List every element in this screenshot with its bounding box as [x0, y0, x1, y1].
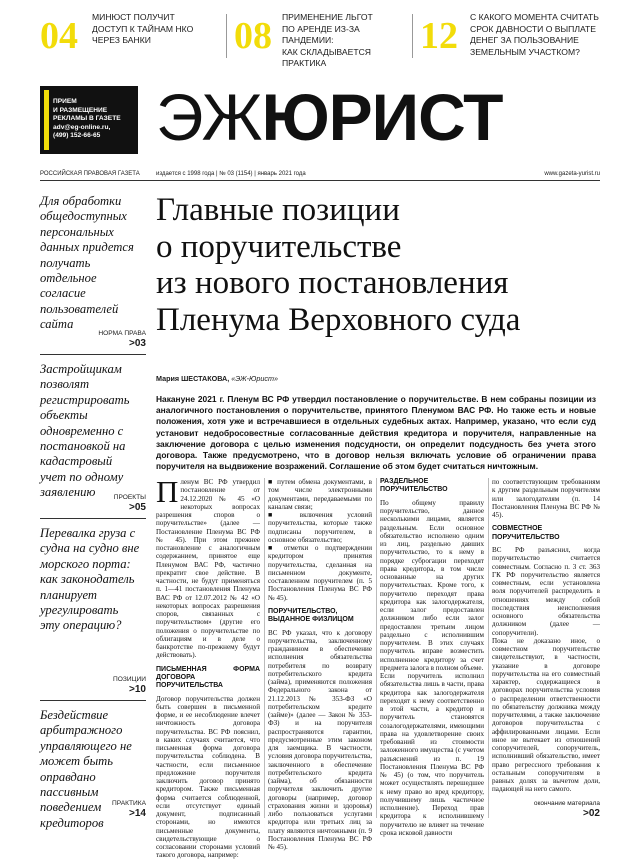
sidebar-divider: [40, 518, 146, 519]
sidebar-section-label: ПРАКТИКА: [112, 800, 146, 807]
headline-line: Главные позиции: [156, 192, 400, 228]
column-divider: [488, 478, 489, 818]
ad-text: [53, 98, 121, 141]
teaser-line: ПРИМЕНЕНИЕ ЛЬГОТ: [282, 12, 373, 22]
sidebar-page-link[interactable]: >03: [129, 338, 146, 349]
continued-note: окончание материала: [533, 800, 600, 807]
teaser-page-number: 04: [40, 15, 78, 57]
teaser-line: ЧЕРЕЗ БАНКИ: [92, 35, 151, 45]
teaser-line: С КАКОГО МОМЕНТА СЧИТАТЬ: [470, 12, 599, 22]
sidebar-section-label: НОРМА ПРАВА: [98, 330, 146, 337]
teaser-page-number: 12: [420, 15, 458, 57]
article-headline: [156, 192, 596, 338]
article-paragraph: Пока не доказано иное, о совместном поручительстве свидетельствуют, в частности, указание в договоре поручительства на его совместный характер, содержащиеся в договорах поручительства условия о распределении ответственности по обязательству должника между поручителями, а также заключение договоров поручительства с аффилированными лицами. Если иное не вытекает из отношений сопоручителей, сопоручитель, исполнивший обязательство, имеет право регрессного требования к остальным сопоручителям в равных долях за вычетом доли, падающей на него самого.: [492, 636, 600, 794]
column-divider: [264, 478, 265, 818]
sidebar-section-label: ПОЗИЦИИ: [113, 676, 146, 683]
continued-page-link[interactable]: >02: [583, 808, 600, 819]
article-subheading: ПИСЬМЕННАЯ ФОРМА ДОГОВОРА ПОРУЧИТЕЛЬСТВА: [156, 665, 260, 690]
ad-line: И РАЗМЕЩЕНИЕ: [53, 106, 108, 114]
sidebar-divider: [40, 354, 146, 355]
teaser-line: ПО АРЕНДЕ ИЗ-ЗА ПАНДЕМИИ:: [282, 23, 360, 45]
sidebar-teaser-question[interactable]: Бездействие арбитражного управляющего не может быть оправдано пассивным поведением кредиторов: [40, 708, 132, 830]
ad-phone: (499) 152-66-65: [53, 132, 101, 140]
strip-website-link[interactable]: www.gazeta-yurist.ru: [544, 171, 600, 177]
sidebar-page-link[interactable]: >05: [129, 502, 146, 513]
logo-part-yurist: ЮРИСТ: [261, 80, 503, 154]
sidebar-section-label: ПРОЕКТЫ: [113, 494, 146, 501]
article-subheading: ПОРУЧИТЕЛЬСТВО, ВЫДАННОЕ ФИЗЛИЦОМ: [268, 607, 354, 624]
article-bullet: ■ путем обмена документами, в том числе электронными документами, передаваемыми по каналам связи;: [268, 478, 372, 511]
article-column-4: [492, 478, 600, 794]
teaser-line: ДЕНЕГ ЗА ПОЛЬЗОВАНИЕ: [470, 35, 579, 45]
article-subheading: СОВМЕСТНОЕ ПОРУЧИТЕЛЬСТВО: [492, 525, 560, 541]
sidebar-teaser-question[interactable]: Для обработки общедоступных персональных данных придется получать отдельное согласие пользователей сайта: [40, 194, 134, 332]
teaser-line: ПРАКТИКА: [282, 58, 327, 68]
ad-box[interactable]: [40, 86, 138, 154]
masthead-logo: [156, 78, 502, 156]
teaser-line: ДОСТУП К ТАЙНАМ НКО: [92, 23, 194, 34]
masthead-strip: [40, 168, 600, 181]
article-paragraph: По общему правилу поручительство, данное несколькими лицами, является раздельным. Если основное обязательство исполнено одним из лиц, раздельно давших поручительство, то к нему в порядке суброгации переходят права кредитора, в том числе основанные на других поручительствах. Кроме того, к поручителю переходят права кредитора как залогодержателя, если залог предоставлен должником либо если залог предоставлен третьим лицом раздельно с исполнившим поручителем. В этих случаях поручитель вправе возместить исполненное кредитору за счет предмета залога в полном объеме.: [380, 498, 484, 672]
article-paragraph: ВС РФ разъяснил, когда поручительство считается совместным. Согласно п. 3 ст. 363 ГК РФ поручительство является совместным, если установлена воля поручителей распределить в отношениях между собой последствия неисполнения основного обязательства должником (далее — сопоручители).: [492, 546, 600, 637]
drop-cap: П: [156, 474, 179, 509]
article-paragraph: ленум ВС РФ утвердил постановление от 24.12.2020 № 45 «О некоторых вопросах разрешения споров о поручительстве» (далее — Постановление Пленума ВС РФ № 45). При этом прежнее постановление с аналогичным содержанием, принятое еще Пленумом ВАС РФ, частично прекратит свое действие. В частности, не будут применяться п. 1—41 постановления Пленума ВАС РФ от 12.07.2012 № 42 «О некоторых вопросах разрешения споров, связанных с поручительством» (другие его положения о поручительстве по облигациям и в деле о банкротстве по-прежнему будут действовать).: [156, 478, 260, 660]
teaser-line: СРОК ДАВНОСТИ О ВЫПЛАТЕ: [470, 23, 597, 34]
article-column-3: [380, 478, 484, 837]
teaser-line: ЗЕМЕЛЬНЫМ УЧАСТКОМ?: [470, 46, 580, 57]
article-column-1: [156, 474, 260, 860]
article-byline: [156, 374, 278, 383]
ad-line: ПРИЕМ: [53, 98, 77, 105]
sidebar-page-link[interactable]: >10: [129, 684, 146, 695]
headline-line: Пленума Верховного суда: [156, 301, 521, 338]
sidebar-divider: [40, 700, 146, 701]
sidebar-teaser-question[interactable]: Застройщикам позволят регистрировать объекты одновременно с постановкой на кадастровый учет по одному заявлению: [40, 362, 130, 500]
teaser-line: КАК СКЛАДЫВАЕТСЯ: [282, 46, 372, 57]
ad-accent-bar: [44, 90, 49, 150]
teaser-text[interactable]: [282, 12, 412, 70]
teaser-line: МИНЮСТ ПОЛУЧИТ: [92, 12, 175, 22]
strip-issue-info: издается с 1998 года | № 03 (1154) | январь 2021 года: [156, 171, 306, 177]
sidebar-teaser-question[interactable]: Перевалка груза с судна на судно вне морского порта: как законодатель планирует урегулировать эту операцию?: [40, 526, 140, 633]
author-org: «ЭЖ-Юрист»: [231, 374, 278, 383]
teaser-text[interactable]: [470, 12, 605, 58]
column-divider: [376, 478, 377, 818]
teaser-page-number: 08: [234, 15, 272, 57]
teaser-divider: [226, 14, 227, 58]
article-bullet: ■ включения условий поручительства, которые также подписаны поручителем, в основное обязательство;: [268, 511, 372, 544]
article-bullet: ■ отметки о подтверждении кредитором принятия поручительства, сделанная на письменном документе, составленном поручителем (п. 5 Постановления Пленума ВС РФ № 45).: [268, 544, 372, 602]
article-paragraph: Если поручитель исполнил обязательства лишь в части, права кредитора как залогодержателя переходят к нему соответственно в этой части, а кредитор и поручитель становятся созалогодержателями, имеющими права на удовлетворение своих требований из стоимости заложенного имущества (с учетом разъяснений из п. 19 Постановления Пленума ВС РФ № 45) (о том, что поручитель может осуществлять перешедшее к нему право во вред кредитору, получившему лишь частичное исполнение). Переход прав кредитора к исполнившему поручителю не влияет на течение срока исковой давности: [380, 672, 484, 837]
article-lead: Накануне 2021 г. Пленум ВС РФ утвердил постановление о поручительстве. В нем собраны позиции из аналогичного постановления о поручительстве, принятого Пленумом ВАС РФ. Но также есть и новые положения, хотя уже и встречавшиеся в отдельных судебных актах. Например, указано, что если суд установит недобросовестные согласованные действия кредитора и поручителя, направленные на заключение договора с целью изменения подсудности, он определит подсудность без учета этого договора. Также предусмотрено, что в договор нельзя включать условие об ограничении права поручителя на выдвижение возражений. Соглашение об этом будет считаться ничтожным.: [156, 394, 596, 472]
article-paragraph: по соответствующим требованиям к другим раздельным поручителям или залогодателям (п. 14 Постановления Пленума ВС РФ № 45).: [492, 478, 600, 519]
article-subheading: РАЗДЕЛЬНОЕ ПОРУЧИТЕЛЬСТВО: [380, 478, 448, 494]
logo-part-ezh: ЭЖ: [156, 80, 262, 154]
author-name: Мария ШЕСТАКОВА,: [156, 374, 230, 383]
headline-line: о поручительстве: [156, 228, 402, 265]
headline-line: из нового постановления: [156, 265, 509, 301]
strip-tagline: РОССИЙСКАЯ ПРАВОВАЯ ГАЗЕТА: [40, 171, 140, 177]
ad-email: adv@eg-online.ru,: [53, 123, 111, 131]
article-paragraph: ВС РФ указал, что к договору поручительства, заключенному гражданином в обеспечение исполнения обязательства потребителя по возврату потребительского кредита (займа), применяются положения Федерального закона от 21.12.2013 № 353-ФЗ «О потребительском кредите (займе)» (далее — Закон № 353-ФЗ) и на поручителя распространяются гарантии, предусмотренные этим законом для заемщика. В частности, условия договора поручительства, заключенного в обеспечение потребительского кредита (займа), об обязанности поручителя заключить другие договоры (например, договор страхования жизни и здоровья) либо пользоваться услугами кредитора или третьих лиц за плату являются ничтожными (п. 9 Постановления Пленума ВС РФ № 45).: [268, 628, 372, 852]
teaser-text[interactable]: [92, 12, 222, 47]
article-paragraph: Договор поручительства должен быть совершен в письменной форме, и ее несоблюдение влечет ничтожность договора поручительства. ВС РФ пояснил, в каких случаях считается, что письменная форма договора поручительства соблюдена. В частности, если письменное предложение поручителя заключить договор принято кредитором. Также письменная форма считается соблюденной, если отсутствует единый документ, подписанный сторонами, но имеются письменные документы, свидетельствующие о согласовании сторонами условий такого договора, например:: [156, 694, 260, 860]
sidebar-page-link[interactable]: >14: [129, 808, 146, 819]
teaser-divider: [412, 14, 413, 58]
article-column-2: [268, 478, 372, 851]
ad-line: РЕКЛАМЫ В ГАЗЕТЕ: [53, 115, 121, 123]
